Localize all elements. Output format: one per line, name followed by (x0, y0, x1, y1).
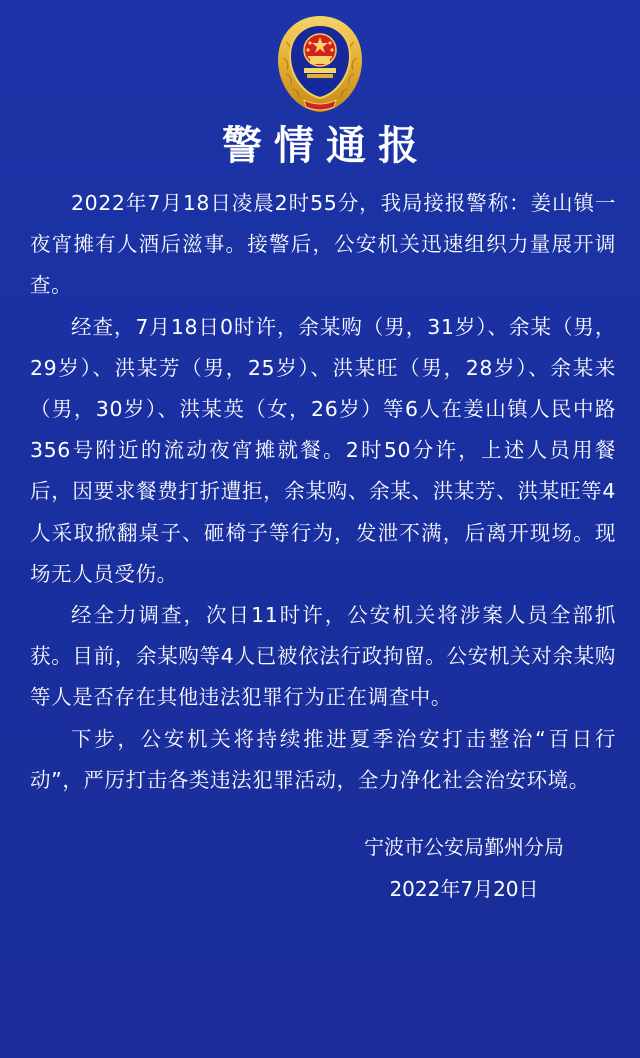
notice-paragraph: 下步，公安机关将持续推进夏季治安打击整治“百日行动”，严厉打击各类违法犯罪活动，全力净化社会治安环境。 (30, 726, 616, 792)
notice-signature (364, 826, 564, 910)
notice-title: 警情通报 (222, 122, 430, 169)
notice-paragraph: 2022年7月18日凌晨2时55分，我局接报警称：姜山镇一夜宵摊有人酒后滋事。接警后，公安机关迅速组织力量展开调查。 (30, 191, 616, 298)
issue-date: 2022年7月20日 (389, 877, 539, 901)
notice-paragraph: 经全力调查，次日11时许，公安机关将涉案人员全部抓获。目前，余某购等4人已被依法行政拘留。公安机关对余某购等人是否存在其他违法犯罪行为正在调查中。 (30, 603, 616, 710)
issuer-name: 宁波市公安局鄞州分局 (364, 835, 564, 859)
police-emblem-icon (274, 12, 366, 116)
notice-paragraph: 经查，7月18日0时许，余某购（男，31岁）、余某（男，29岁）、洪某芳（男，25岁）、洪某旺（男，28岁）、余某来（男，30岁）、洪某英（女，26岁）等6人在姜山镇人民中路356号附近的流动夜宵摊就餐。2时50分许，上述人员用餐后，因要求餐费打折遭拒，余某购、余某、洪某芳、洪某旺等4人采取掀翻桌子、砸椅子等行为，发泄不满，后离开现场。现场无人员受伤。 (30, 314, 616, 586)
notice-body (30, 183, 616, 801)
